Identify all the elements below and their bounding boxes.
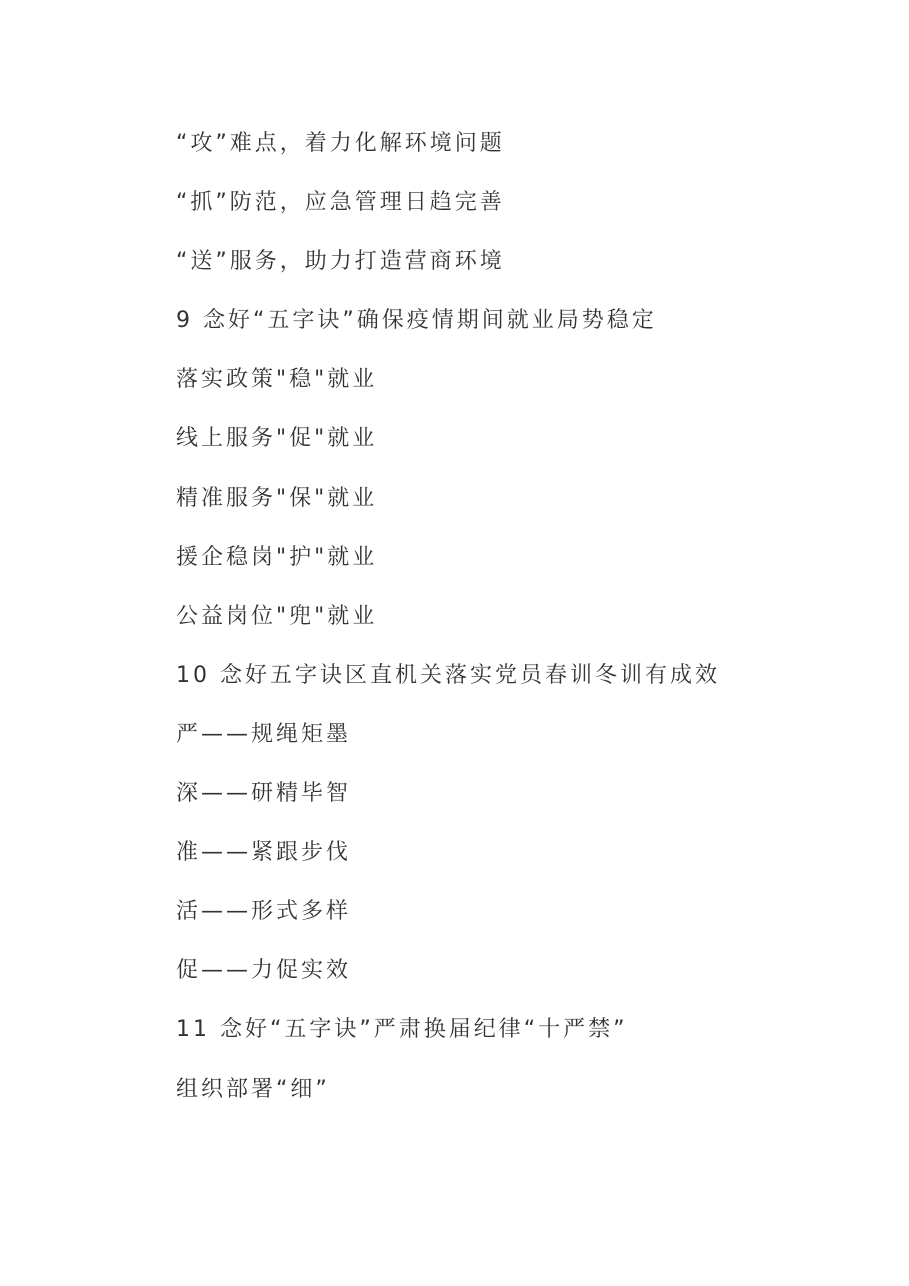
document-line: 促——力促实效 [176, 958, 352, 984]
document-line: “送”服务，助力打造营商环境 [176, 249, 505, 275]
document-line: 准——紧跟步伐 [176, 840, 352, 866]
document-line: 公益岗位"兜"就业 [176, 603, 378, 629]
section-heading: 11 念好“五字诀”严肃换届纪律“十严禁” [176, 1017, 628, 1043]
document-line: 线上服务"促"就业 [176, 426, 378, 452]
document-line: 组织部署“细” [176, 1076, 330, 1102]
section-heading: 10 念好五字诀区直机关落实党员春训冬训有成效 [176, 662, 720, 688]
document-line: “攻”难点，着力化解环境问题 [176, 131, 505, 156]
document-line: 落实政策"稳"就业 [176, 367, 378, 393]
document-body [176, 128, 720, 1133]
document-line: 严——规绳矩墨 [176, 721, 352, 747]
document-line: 精准服务"保"就业 [176, 485, 378, 511]
document-line: “抓”防范，应急管理日趋完善 [176, 190, 505, 216]
document-line: 深——研精毕智 [176, 781, 352, 807]
section-heading: 9 念好“五字诀”确保疫情期间就业局势稳定 [176, 308, 657, 334]
document-line: 援企稳岗"护"就业 [176, 544, 378, 570]
document-line: 活——形式多样 [176, 899, 352, 925]
